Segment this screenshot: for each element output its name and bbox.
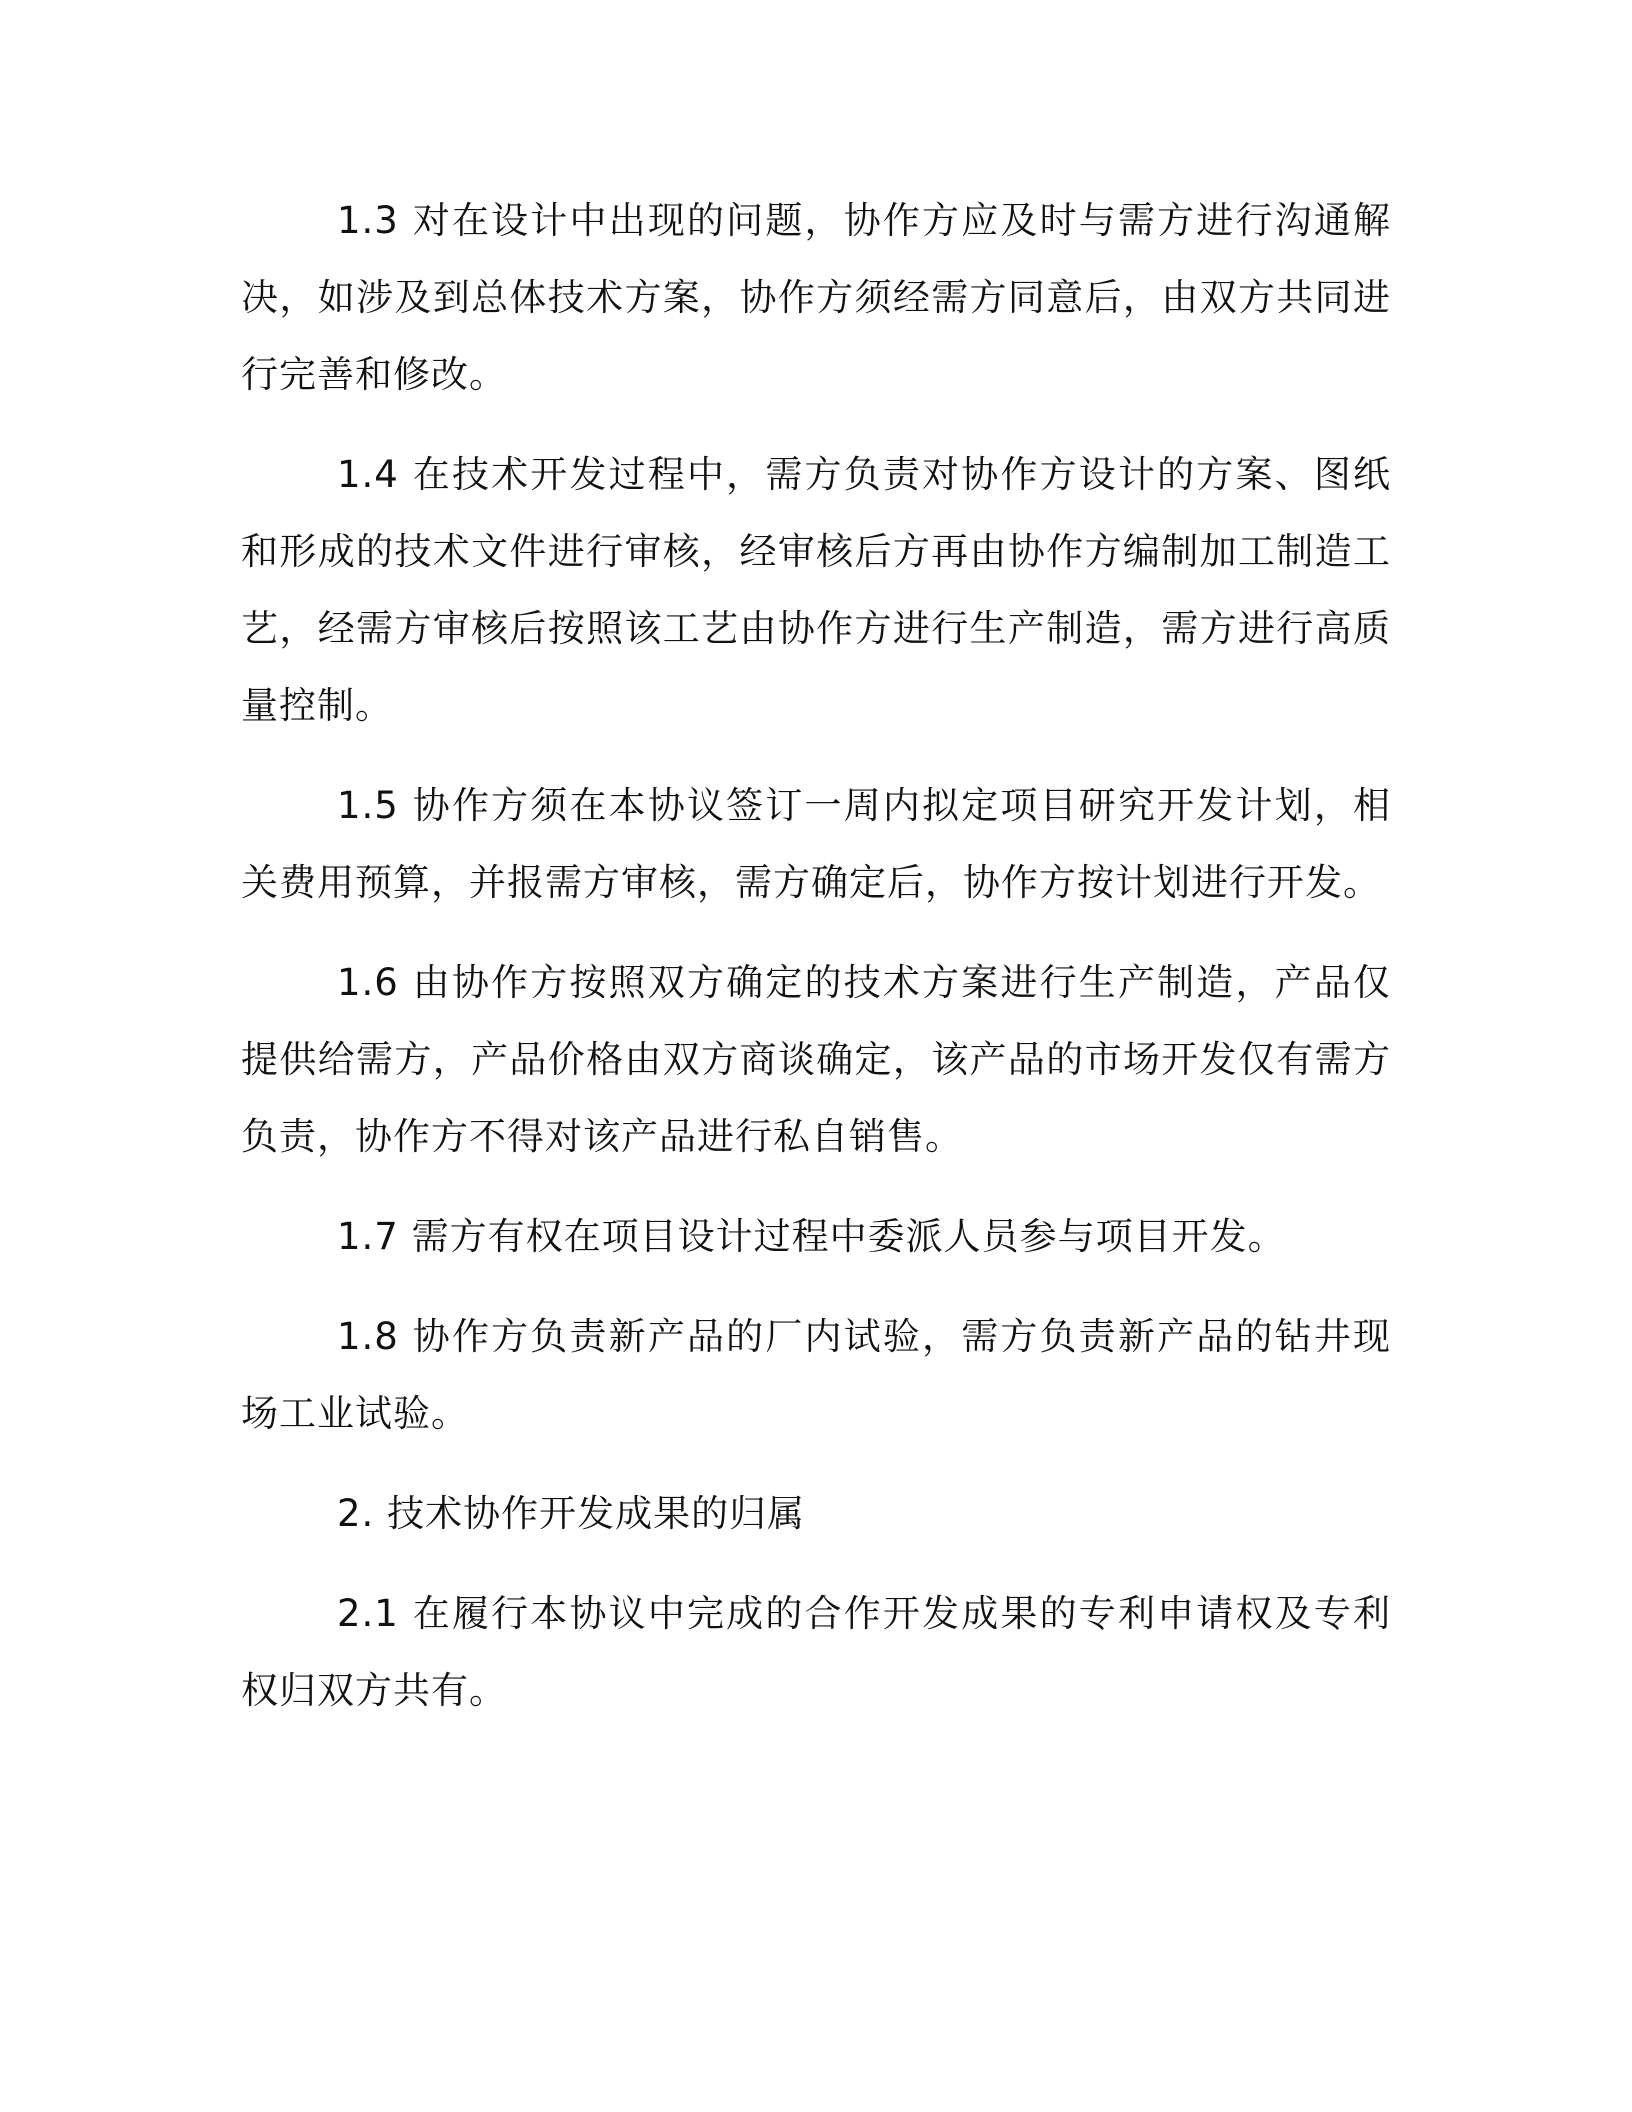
section-2-heading: 2. 技术协作开发成果的归属	[337, 1492, 806, 1535]
document-body	[241, 182, 1391, 1752]
clause-1-7: 1.7 需方有权在项目设计过程中委派人员参与项目开发。	[337, 1215, 1286, 1258]
clause-1-3: 1.3 对在设计中出现的问题，协作方应及时与需方进行沟通解决，如涉及到总体技术方案，协作方须经需方同意后，由双方共同进行完善和修改。	[241, 199, 1391, 396]
clause-2-1: 2.1 在履行本协议中完成的合作开发成果的专利申请权及专利权归双方共有。	[241, 1592, 1391, 1712]
clause-1-8: 1.8 协作方负责新产品的厂内试验，需方负责新产品的钻井现场工业试验。	[241, 1315, 1391, 1435]
clause-1-4: 1.4 在技术开发过程中，需方负责对协作方设计的方案、图纸和形成的技术文件进行审核，经审核后方再由协作方编制加工制造工艺，经需方审核后按照该工艺由协作方进行生产制造，需方进行高质量控制。	[241, 453, 1391, 727]
clause-1-6: 1.6 由协作方按照双方确定的技术方案进行生产制造，产品仅提供给需方，产品价格由双方商谈确定，该产品的市场开发仅有需方负责，协作方不得对该产品进行私自销售。	[241, 961, 1391, 1158]
clause-1-5: 1.5 协作方须在本协议签订一周内拟定项目研究开发计划，相关费用预算，并报需方审核，需方确定后，协作方按计划进行开发。	[241, 784, 1391, 904]
